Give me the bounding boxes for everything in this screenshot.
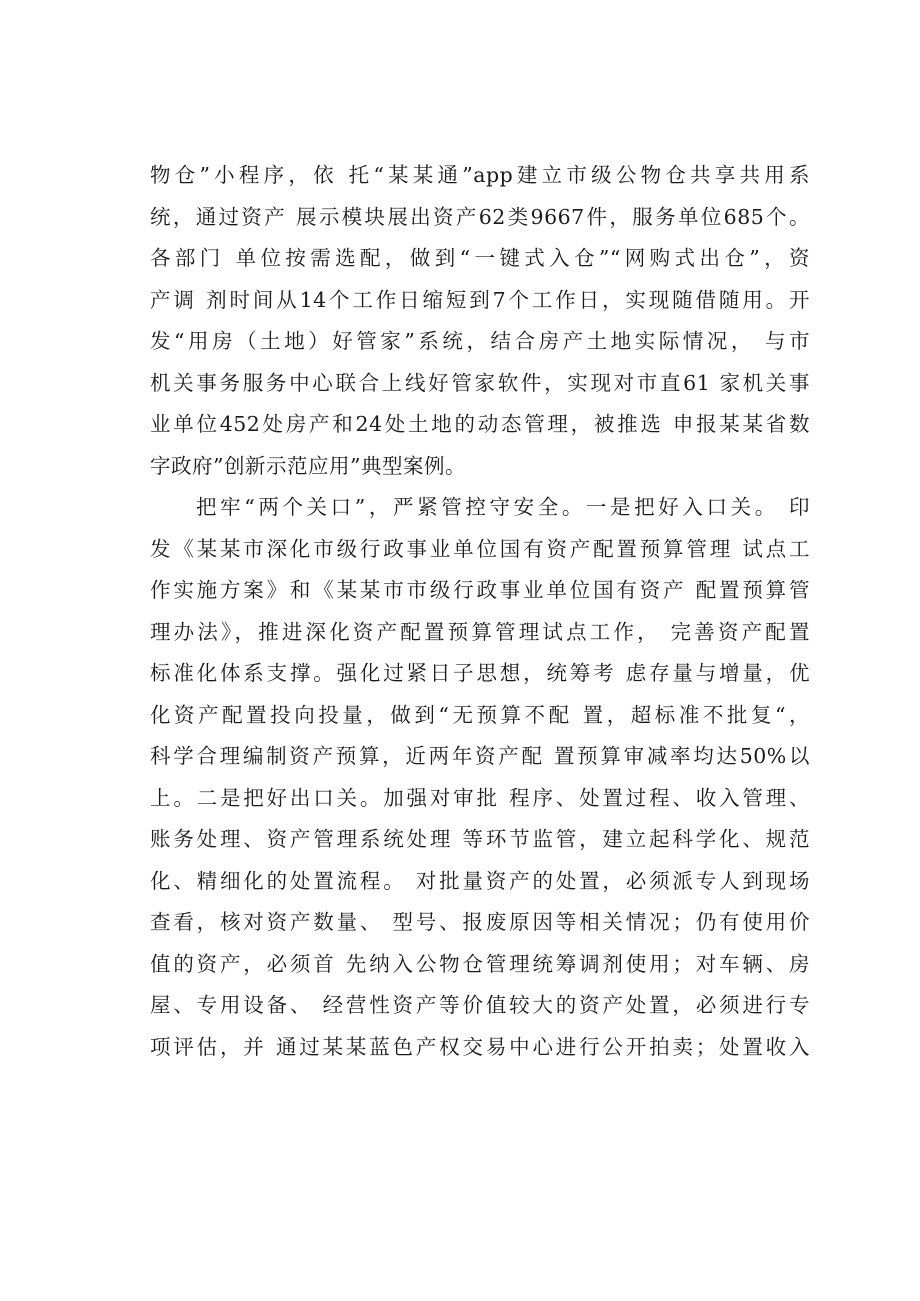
text-line: 物仓”小程序，依 托“某某通”app建立市级公物仓共享共用系 [150, 163, 810, 187]
text-line: 项评估，并 通过某某蓝色产权交易中心进行公开拍卖；处置收入 [150, 1034, 810, 1059]
text-line: 把牢“两个关口”，严紧管控守安全。一是把好入口关。 印 [196, 495, 810, 519]
paragraph-1 [150, 155, 810, 487]
text-line: 各部门 单位按需选配，做到“一键式入仓”“网购式出仓”，资 [150, 246, 810, 270]
text-line: 产调 剂时间从14个工作日缩短到7个工作日，实现随借随用。开 [150, 287, 810, 312]
text-line: 化资产配置投向投量，做到“无预算不配 置，超标准不批复“， [150, 702, 810, 727]
text-line: 上。二是把好出口关。加强对审批 程序、处置过程、收入管理、 [150, 785, 810, 810]
text-line: 标准化体系支撑。强化过紧日子思想，统筹考 虑存量与增量，优 [150, 661, 810, 685]
text-line: 理办法》，推进深化资产配置预算管理试点工作， 完善资产配置 [150, 619, 810, 644]
text-line: 屋、专用设备、 经营性资产等价值较大的资产处置，必须进行专 [150, 993, 810, 1017]
text-line: 发《某某市深化市级行政事业单位国有资产配置预算管理 试点工 [150, 536, 810, 561]
text-line: 查看，核对资产数量、 型号、报废原因等相关情况；仍有使用价 [150, 910, 810, 934]
text-line: 统，通过资产 展示模块展出资产62类9667件，服务单位685个。 [150, 204, 810, 229]
text-line: 字政府”创新示范应用”典型案例。 [150, 453, 466, 478]
text-line: 业单位452处房产和24处土地的动态管理，被推选 申报某某省数 [150, 412, 810, 436]
text-line: 化、精细化的处置流程。 对批量资产的处置，必须派专人到现场 [150, 868, 810, 893]
text-line: 机关事务服务中心联合上线好管家软件，实现对市直61 家机关事 [150, 370, 810, 395]
paragraph-2 [150, 487, 810, 1068]
text-line: 账务处理、资产管理系统处理 等环节监管，建立起科学化、规范 [150, 827, 810, 851]
text-line: 发“用房（土地）好管家”系统，结合房产土地实际情况， 与市 [150, 329, 810, 353]
text-line: 作实施方案》和《某某市市级行政事业单位国有资产 配置预算管 [150, 578, 810, 602]
text-line: 科学合理编制资产预算，近两年资产配 置预算审减率均达50%以 [150, 744, 810, 768]
text-line: 值的资产，必须首 先纳入公物仓管理统筹调剂使用；对车辆、房 [150, 951, 810, 976]
body-text [150, 155, 810, 1068]
